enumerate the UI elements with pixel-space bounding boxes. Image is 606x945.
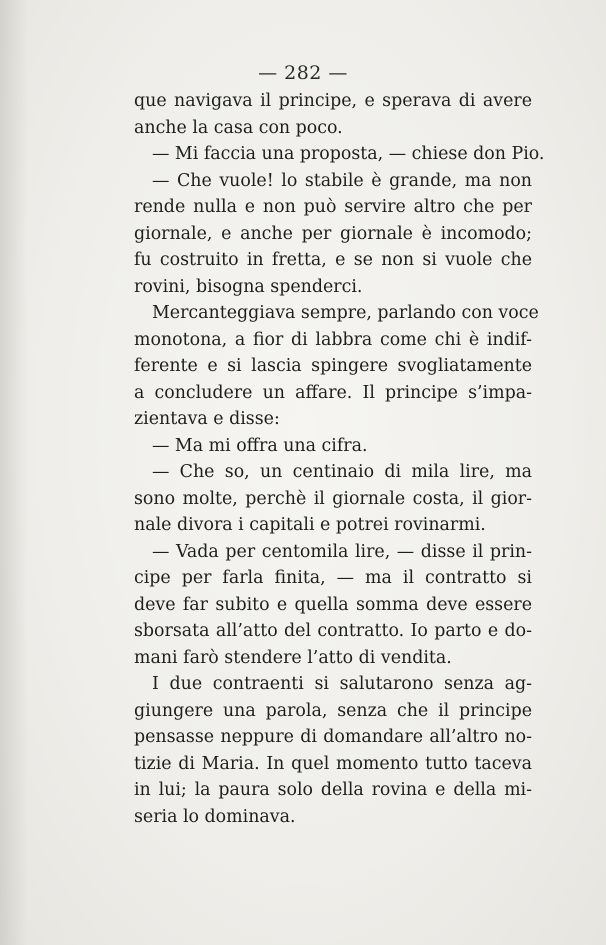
text-line: I due contraenti si salutarono senza ag- [152, 674, 532, 694]
text-line: tizie di Maria. In quel momento tutto taceva [134, 753, 532, 774]
text-line: deve far subito e quella somma deve essere [134, 594, 532, 615]
text-line: fu costruito in fretta, e se non si vuole che [134, 250, 532, 270]
text-line: zientava e disse: [134, 409, 280, 429]
page-spine-shadow [0, 0, 28, 945]
text-line: Mercanteggiava sempre, parlando con voce [152, 303, 539, 323]
text-line: rende nulla e non può servire altro che per [134, 197, 532, 217]
text-line: sborsata all’atto del contratto. Io parto e do- [134, 621, 532, 641]
text-line: rovini, bisogna spenderci. [134, 276, 363, 297]
text-line: giornale, e anche per giornale è incomodo; [134, 223, 532, 244]
text-line: — Vada per centomila lire, — disse il prin- [152, 541, 532, 562]
text-line: nale divora i capitali e potrei rovinarmi. [134, 515, 486, 535]
text-line: seria lo dominava. [134, 806, 296, 827]
text-line: anche la casa con poco. [134, 117, 343, 138]
page-number: — 282 — [258, 62, 348, 84]
text-line: a concludere un affare. Il principe s’impa- [134, 382, 532, 403]
text-line: — Che vuole! lo stabile è grande, ma non [152, 170, 532, 191]
text-line: in lui; la paura solo della rovina e della mi- [134, 780, 532, 800]
text-line: pensasse neppure di domandare all’altro no- [134, 727, 532, 747]
text-line: giungere una parola, senza che il principe [134, 700, 532, 721]
body-text [134, 88, 545, 830]
text-line: que navigava il principe, e sperava di avere [134, 91, 532, 111]
text-line: — Ma mi offra una cifra. [152, 435, 368, 456]
text-line: cipe per farla finita, — ma il contratto si [134, 568, 532, 588]
text-line: ferente e si lascia spingere svogliatamente [134, 356, 532, 376]
text-line: monotona, a fior di labbra come chi è indif- [134, 329, 532, 350]
text-line: sono molte, perchè il giornale costa, il gior- [134, 488, 532, 509]
text-line: — Che so, un centinaio di mila lire, ma [152, 462, 532, 482]
text-line: — Mi faccia una proposta, — chiese don Pio. [152, 144, 545, 164]
text-line: mani farò stendere l’atto di vendita. [134, 647, 452, 668]
